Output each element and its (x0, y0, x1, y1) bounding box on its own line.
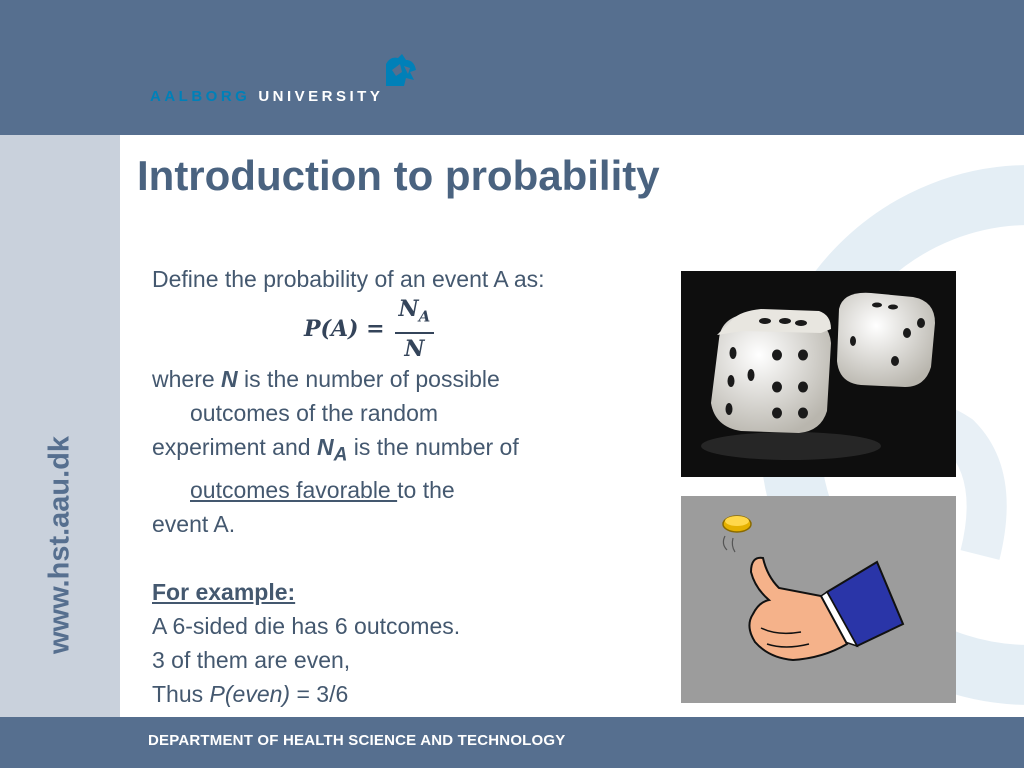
where-text-rest: is the number of possible (237, 366, 500, 392)
blank-spacer (152, 541, 672, 575)
formula-numerator (395, 296, 435, 333)
experiment-text-rest: is the number of (347, 434, 519, 460)
favorable-rest: to the (397, 476, 455, 503)
department-name: DEPARTMENT OF HEALTH SCIENCE AND TECHNOLOGY (148, 732, 566, 749)
slide-title: Introduction to probability (137, 152, 660, 199)
where-text: where (152, 366, 222, 392)
logo-word-aalborg: AALBORG (150, 88, 251, 105)
example-heading: For example: (152, 578, 296, 605)
numerator-symbol: N (398, 296, 419, 323)
aalborg-university-logo (150, 50, 450, 110)
thus-text: Thus (152, 680, 210, 707)
favorable-underlined: outcomes favorable (190, 476, 398, 503)
thus-line (152, 677, 672, 711)
website-url: www.hst.aau.dk (43, 435, 76, 655)
where-line (152, 362, 672, 396)
example-line-1: A 6-sided die has 6 outcomes. (152, 612, 461, 639)
formula-lhs: P(A) = (304, 316, 385, 342)
symbol-n: N (221, 366, 238, 392)
experiment-text: experiment and (152, 434, 317, 460)
event-line: event A. (152, 510, 236, 537)
thus-result: = 3/6 (290, 680, 349, 707)
symbol-na: N (316, 434, 334, 460)
slide-body (152, 262, 672, 711)
header-band (0, 0, 1024, 135)
experiment-line (152, 430, 672, 473)
logo-word-university: UNIVERSITY (258, 88, 384, 105)
coin-flip-icon (681, 496, 956, 703)
favorable-line (152, 473, 672, 507)
logo-mark-icon (380, 50, 420, 90)
formula-denominator: N (404, 335, 425, 362)
dice-image (681, 271, 956, 477)
numerator-subscript: A (418, 307, 431, 326)
logo-text (150, 88, 383, 105)
symbol-na-subscript: A (333, 444, 348, 466)
formula-fraction (395, 296, 435, 361)
outcomes-line: outcomes of the random (190, 400, 439, 426)
coin-flip-image (681, 496, 956, 703)
example-line-2: 3 of them are even, (152, 646, 351, 673)
probability-formula (152, 296, 672, 362)
dice-icon (681, 271, 956, 477)
footer-band (0, 717, 1024, 768)
define-line: Define the probability of an event A as: (152, 266, 545, 292)
thus-expression: P(even) (209, 680, 291, 707)
